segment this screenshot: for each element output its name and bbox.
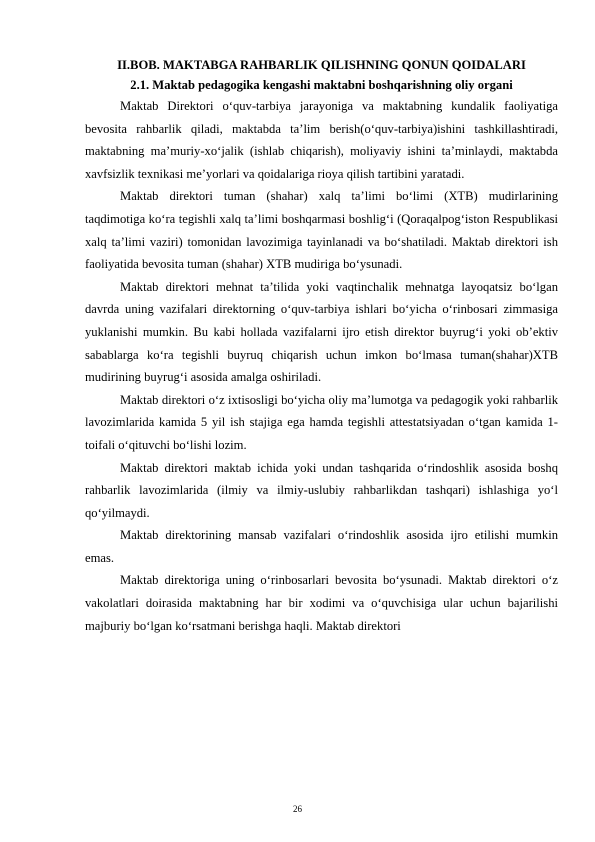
paragraph: Maktab direktori tuman (shahar) xalq ta’limi bo‘limi (XTB) mudirlarining taqdimotiga ko‘ra tegishli xalq ta’limi boshqarmasi boshlig‘i (Qoraqalpog‘iston Respublikasi xalq ta’limi vaziri) tomonidan lavozimiga tayinlanadi va bo‘shatiladi. Maktab direktori ish faoliyatida bevosita tuman (shahar) XTB mudiriga bo‘ysunadi. <box>85 189 558 272</box>
section-title: 2.1. Maktab pedagogika kengashi maktabni boshqarishning oliy organi <box>130 78 513 92</box>
chapter-title: II.BOB. MAKTABGA RAHBARLIK QILISHNING QONUN QOIDALARI <box>117 58 526 72</box>
page-content <box>85 55 558 637</box>
paragraph: Maktab direktori mehnat ta’tilida yoki vaqtinchalik mehnatga layoqatsiz bo‘lgan davrda uning vazifalari direktorning o‘quv-tarbiya ishlari bo‘yicha o‘rinbosari zimmasiga yuklanishi mumkin. Bu kabi hollada vazifalarni ijro etish direktor buyrug‘i yoki ob’ektiv sabablarga ko‘ra tegishli buyruq chiqarish uchun imkon bo‘lmasa tuman(shahar)XTB mudirining buyrug‘i asosida amalga oshiriladi. <box>85 279 558 385</box>
paragraph: Maktab direktori o‘z ixtisosligi bo‘yicha oliy ma’lumotga va pedagogik yoki rahbarlik lavozimlarida kamida 5 yil ish stajiga ega hamda tegishli attestatsiyadan o‘tgan kamida 1-toifali o‘qituvchi bo‘lishi lozim. <box>85 392 558 452</box>
paragraph: Maktab direktoriga uning o‘rinbosarlari bevosita bo‘ysunadi. Maktab direktori o‘z vakolatlari doirasida maktabning har bir xodimi va o‘quvchisiga ular uchun bajarilishi majburiy bo‘lgan ko‘rsatmani berishga haqli. Maktab direktori <box>85 573 558 633</box>
paragraph: Maktab Direktori o‘quv-tarbiya jarayoniga va maktabning kundalik faoliyatiga bevosita rahbarlik qiladi, maktabda ta’lim berish(o‘quv-tarbiya)ishini tashkillashtiradi, maktabning ma’muriy-xo‘jalik (ishlab chiqarish), moliyaviy ishini ta’minlaydi, maktabda xavfsizlik texnikasi me’yorlari va qoidalariga rioya qilish tartibini yaratadi. <box>85 99 558 181</box>
paragraph: Maktab direktori maktab ichida yoki undan tashqarida o‘rindoshlik asosida boshq rahbarlik lavozimlarida (ilmiy va ilmiy-uslubiy rahbarlikdan tashqari) ishlashiga yo‘l qo‘yilmaydi. <box>85 460 558 520</box>
paragraph: Maktab direktorining mansab vazifalari o‘rindoshlik asosida ijro etilishi mumkin emas. <box>85 528 558 565</box>
page-number: 26 <box>293 804 302 814</box>
